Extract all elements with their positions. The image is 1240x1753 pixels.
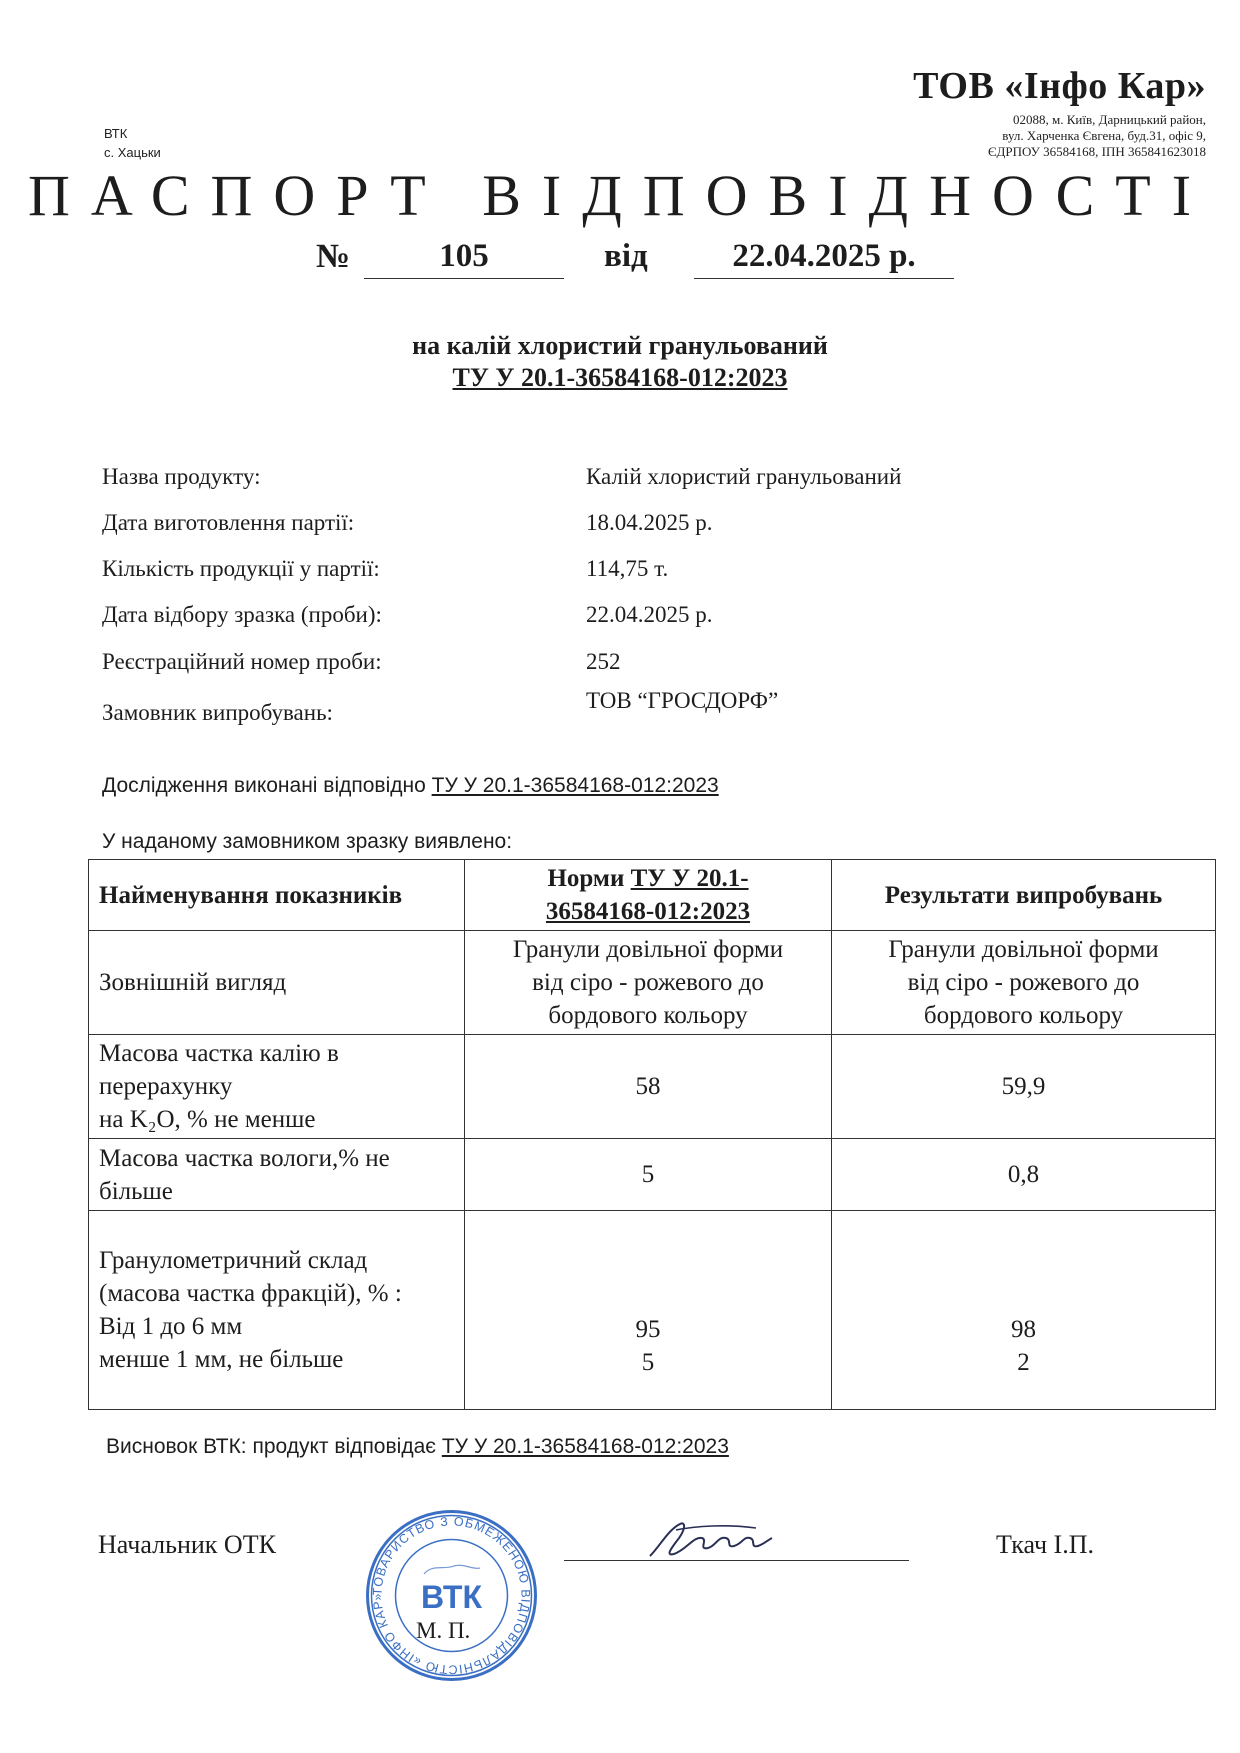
info-value-manufacture-date: 18.04.2025 р. [586,510,713,535]
cell-line: 2 [1017,1349,1030,1376]
cell-line: менше 1 мм, не більше [99,1346,344,1373]
research-spec: ТУ У 20.1-36584168-012:2023 [431,774,719,797]
cell-line: перерахунку [99,1073,233,1100]
header-norms [465,860,832,931]
cell-line: бордового кольору [548,1002,748,1029]
row-potassium-result: 59,9 [832,1035,1216,1139]
document-subject [0,330,1240,394]
stamp-ring-text: ТОВАРИСТВО З ОБМЕЖЕНОЮ ВІДПОВІДАЛЬНІСТЮ «ІНФО КАР» [370,1514,533,1677]
research-label: Дослідження виконані відповідно [102,774,426,797]
table-row [89,1035,1216,1139]
info-label-product: Назва продукту: [102,464,261,489]
row-granulometry-result [832,1211,1216,1410]
info-label-sample-date: Дата відбору зразка (проби): [102,602,382,627]
cell-line: 98 [1011,1316,1036,1343]
from-label: від [604,238,648,274]
cell-line: Гранули довільної форми [512,936,784,963]
cell-line: Від 1 до 6 мм [99,1313,243,1340]
conclusion-line [106,1435,729,1459]
row-moisture-norm: 5 [465,1139,832,1211]
row-potassium-norm: 58 [465,1035,832,1139]
cell-line: більше [99,1177,173,1205]
subject-text: на калій хлористий гранульований [412,331,828,360]
row-potassium-name [89,1035,465,1139]
signer-name: Ткач І.П. [996,1530,1094,1559]
row-granulometry-norm [465,1211,832,1410]
cell-line: Масова частка вологи,% не [99,1144,390,1172]
info-value-quantity: 114,75 т. [586,556,669,581]
row-granulometry-name [89,1211,465,1410]
header-norms-spec-1: ТУ У 20.1- [630,865,749,892]
info-label-quantity: Кількість продукції у партії: [102,556,380,581]
vtk-location: с. Хацьки [104,145,161,160]
cell-line: Гранули довільної форми [888,936,1159,963]
conclusion-label: Висновок ВТК: продукт відповідає [106,1435,436,1458]
header-indicator-name: Найменування показників [89,860,465,931]
info-value-registration-number: 252 [586,649,621,674]
row-moisture-result: 0,8 [832,1139,1216,1211]
info-value-sample-date: 22.04.2025 р. [586,602,713,627]
results-table [88,859,1216,1410]
document-number: 105 [364,238,564,279]
cell-line: від сіро - рожевого до [907,969,1140,996]
company-block [913,64,1206,160]
document-title: ПАСПОРТ ВІДПОВІДНОСТІ [27,163,1213,228]
cell-line: на K₂O, % не менше [99,1106,316,1133]
info-value-customer: ТОВ “ГРОСДОРФ” [586,688,779,713]
vtk-block [104,124,161,162]
header-results: Результати випробувань [832,860,1216,931]
number-sign: № [316,238,351,275]
subject-spec: ТУ У 20.1-36584168-012:2023 [452,363,788,392]
cell-line: Масова частка калію в [99,1040,339,1067]
stamp-center-text: ВТК [421,1579,482,1615]
research-line [102,774,719,798]
cell-line: 5 [641,1349,655,1376]
signer-role: Начальник ОТК [98,1530,276,1559]
document-number-row [0,232,1240,280]
row-appearance-result [832,931,1216,1035]
vtk-label: ВТК [104,126,128,141]
company-address-1: 02088, м. Київ, Дарницький район, [1013,112,1206,127]
info-value-product: Калій хлористий гранульований [586,464,902,489]
cell-line: 95 [635,1316,661,1343]
row-appearance-name [89,931,465,1035]
cell-line: Зовнішній вигляд [99,969,287,996]
cell-line: від сіро - рожевого до [532,969,764,996]
header-norms-prefix: Норми [547,865,625,892]
table-row [89,931,1216,1035]
table-row [89,1211,1216,1410]
found-label: У наданому замовником зразку виявлено: [102,830,513,853]
info-label-customer: Замовник випробувань: [102,700,333,725]
company-codes: ЄДРПОУ 36584168, ІПН 365841623018 [987,144,1206,159]
cell-line: бордового кольору [923,1002,1124,1029]
row-appearance-norm [465,931,832,1035]
stamp-place-mark: М. П. [416,1618,471,1643]
document-date: 22.04.2025 р. [694,238,954,279]
conclusion-spec: ТУ У 20.1-36584168-012:2023 [441,1435,729,1458]
table-row [89,1139,1216,1211]
cell-line: Гранулометричний склад [99,1247,368,1274]
handwritten-signature [646,1516,776,1562]
cell-line: (масова частка фракцій), % : [99,1280,402,1307]
table-header-row [89,860,1216,931]
info-label-manufacture-date: Дата виготовлення партії: [102,510,355,535]
vtk-stamp [364,1508,539,1683]
row-moisture-name [89,1139,465,1211]
company-address-2: вул. Харченка Євгена, буд.31, офіс 9, [1002,128,1206,143]
header-norms-spec-2: 36584168-012:2023 [545,898,751,925]
info-label-registration-number: Реєстраційний номер проби: [102,649,382,674]
company-name: ТОВ «Інфо Кар» [913,65,1206,107]
